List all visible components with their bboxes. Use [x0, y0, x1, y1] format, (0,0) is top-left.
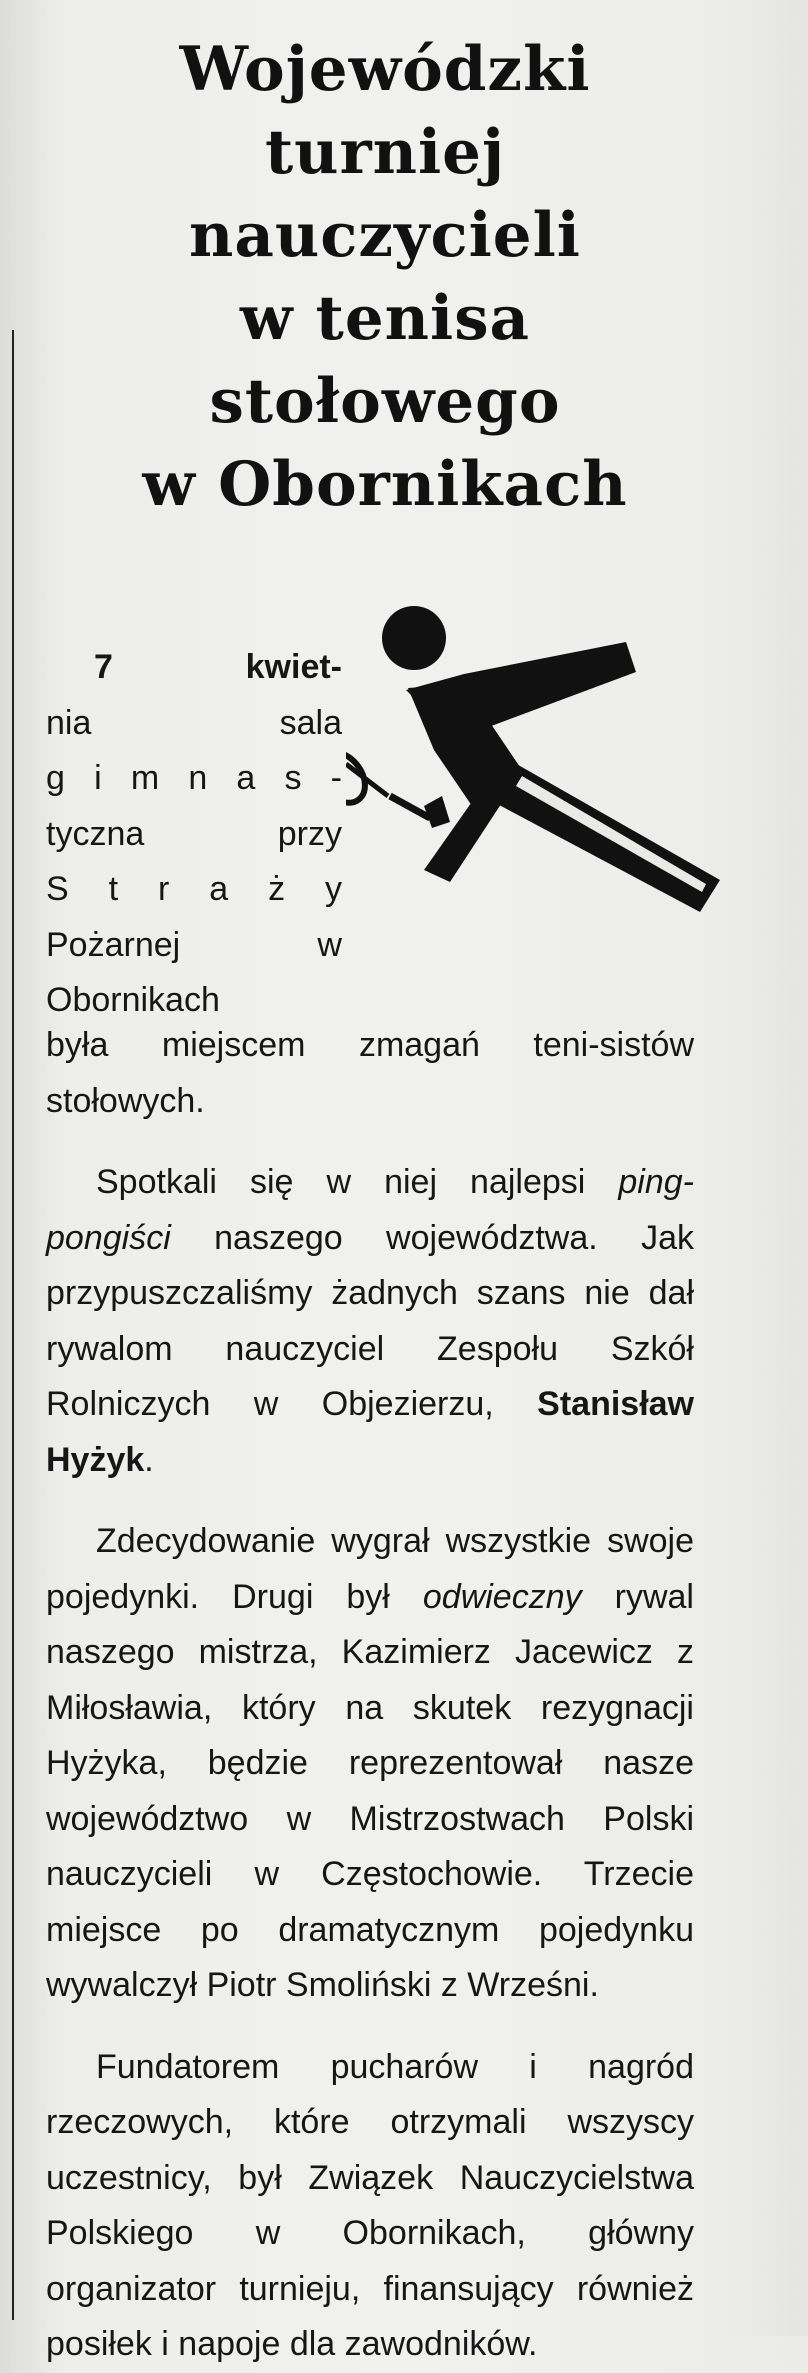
lead-line: 7 kwiet- — [94, 648, 342, 686]
lead-line: S t r a ż y — [46, 870, 342, 908]
emphasis-text: ping-pongiści — [46, 1163, 694, 1257]
headline-line: w Obornikach — [142, 449, 628, 520]
headline-line: w tenisa — [239, 283, 531, 354]
paragraph-4: Fundatorem pucharów i nagród rzeczowych, które otrzymali wszyscy uczestnicy, był Związek Nauczycielstwa Polskiego w Obornikach, główny organizator turnieju, finansujący również posiłek i napoje dla zawodników. — [46, 2047, 694, 2363]
emphasis-text: odwieczny — [422, 1577, 582, 1616]
headline-line: stołowego — [209, 366, 561, 437]
headline — [40, 28, 730, 526]
text-run: Zdecydowanie wygrał wszystkie swoje pojedynki. Drugi był — [46, 1522, 694, 1616]
headline-line: nauczycieli — [189, 200, 581, 271]
paragraph-3 — [46, 1514, 694, 2014]
lead-line: nia sala — [46, 703, 342, 742]
headline-line: Wojewódzki — [179, 34, 591, 105]
text-run: naszego województwa. Jak przypuszczaliśmy żadnych szans nie dał rywalom nauczyciel Zespołu Szkół Rolniczych w Objezierzu, — [46, 1218, 694, 1423]
paragraph-2 — [46, 1155, 694, 1488]
article-body — [46, 640, 694, 2373]
lead-paragraph-end: była miejscem zmagań teni-sistów stołowych. — [46, 1026, 694, 1120]
lead-line: tyczna przy — [46, 814, 342, 853]
winner-name: Stanisław Hyżyk — [46, 1385, 694, 1479]
headline-line: turniej — [264, 117, 506, 188]
lead-line: Pożarnej w — [46, 925, 342, 964]
lead-line: g i m n a s - — [46, 759, 342, 797]
text-run: . — [144, 1440, 154, 1479]
lead-block — [46, 640, 346, 1018]
text-run: rywal naszego mistrza, Kazimierz Jacewicz z Miłosławia, który na skutek rezygnacji Hyżyka, będzie reprezentował nasze województwo w Mistrzostwach Polski nauczycieli w Częstochowie. Trzecie miejsce po dramatycznym pojedynku wywalczył Piotr Smoliński z Wrześni. — [46, 1577, 694, 2004]
text-run: Spotkali się w niej najlepsi — [96, 1163, 619, 1201]
lead-line: Obornikach — [46, 981, 220, 1019]
scan-shadow — [720, 0, 808, 2336]
column-rule — [12, 330, 14, 2320]
